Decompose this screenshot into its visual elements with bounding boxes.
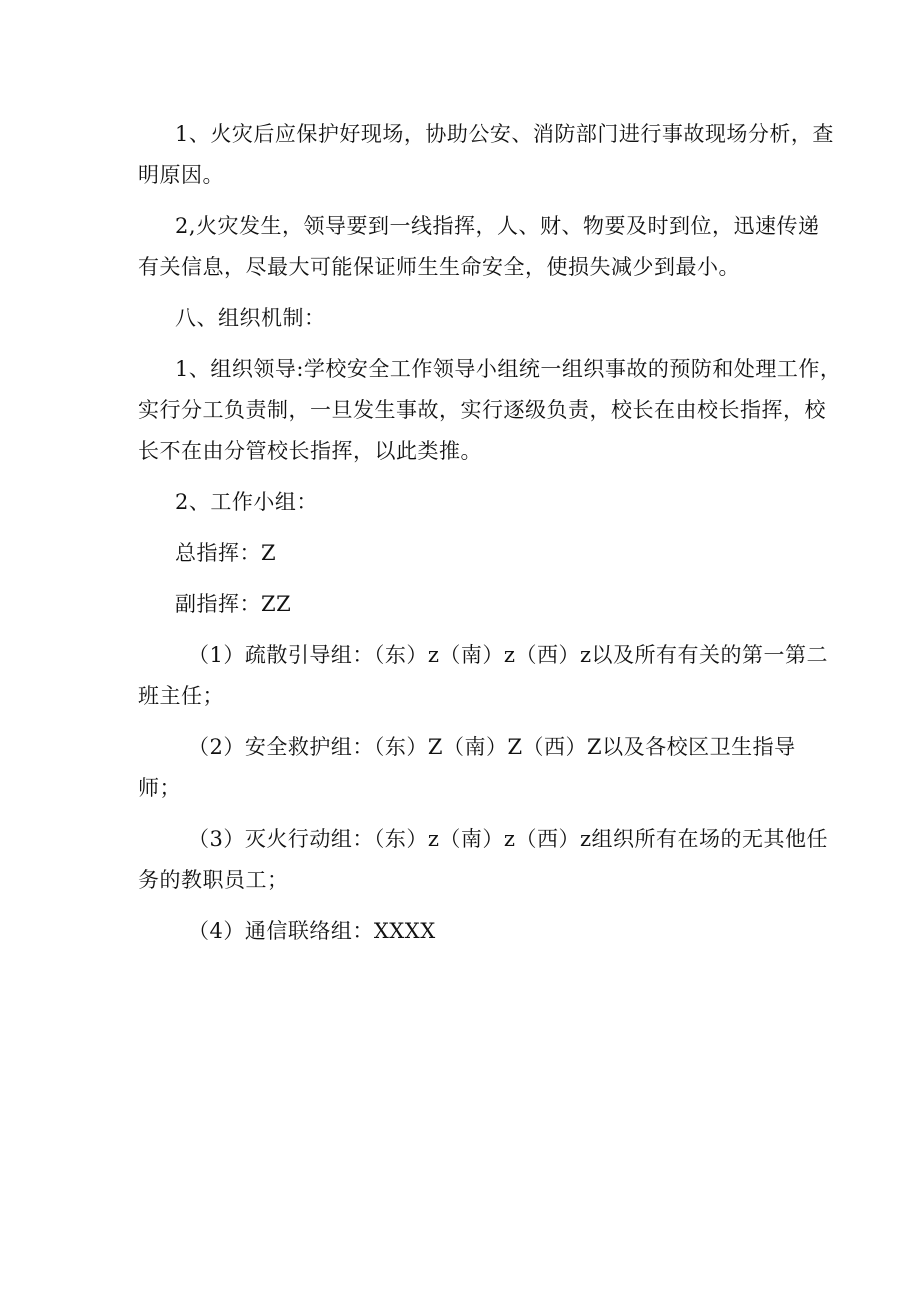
- text-line: 务的教职员工；: [138, 868, 289, 892]
- paragraph-work-group: [138, 482, 784, 523]
- text-line: 长不在由分管校长指挥，以此类推。: [138, 439, 482, 463]
- paragraph-firefighting-group: [138, 819, 829, 901]
- section-heading-organization: [138, 298, 784, 339]
- text-line: 班主任；: [138, 684, 224, 708]
- text-line: 2、工作小组：: [175, 490, 318, 514]
- paragraph-evacuation-group: [138, 635, 829, 717]
- paragraph-chief-commander: [138, 533, 784, 574]
- paragraph-deputy-commander: [138, 584, 784, 625]
- text-line: 明原因。: [138, 163, 224, 187]
- text-line: 八、组织机制：: [175, 306, 326, 330]
- text-line: （1）疏散引导组：（东）z（南）z（西）z以及所有有关的第一第二: [188, 643, 829, 667]
- text-line: 实行分工负责制，一旦发生事故，实行逐级负责，校长在由校长指挥，校: [138, 398, 826, 422]
- paragraph-rescue-group: [138, 727, 796, 809]
- text-line: 师；: [138, 776, 181, 800]
- paragraph-communication-group: [138, 911, 784, 952]
- text-line: 2,火灾发生，领导要到一线指挥，人、财、物要及时到位，迅速传递: [175, 214, 820, 238]
- text-line: 副指挥：ZZ: [175, 592, 292, 616]
- paragraph-leadership-onsite: [138, 206, 820, 288]
- text-line: （3）灭火行动组：（东）z（南）z（西）z组织所有在场的无其他任: [188, 827, 829, 851]
- text-line: 1、组织领导:学校安全工作领导小组统一组织事故的预防和处理工作，: [175, 357, 842, 381]
- document-body: [138, 114, 842, 962]
- text-line: 1、火灾后应保护好现场，协助公安、消防部门进行事故现场分析，查: [175, 122, 834, 146]
- text-line: （4）通信联络组：XXXX: [188, 919, 436, 943]
- paragraph-fire-scene: [138, 114, 834, 196]
- text-line: 总指挥：Z: [175, 541, 277, 565]
- text-line: 有关信息，尽最大可能保证师生生命安全，使损失减少到最小。: [138, 255, 740, 279]
- paragraph-organization-leadership: [138, 349, 842, 472]
- text-line: （2）安全救护组：（东）Z（南）Z（西）Z以及各校区卫生指导: [188, 735, 796, 759]
